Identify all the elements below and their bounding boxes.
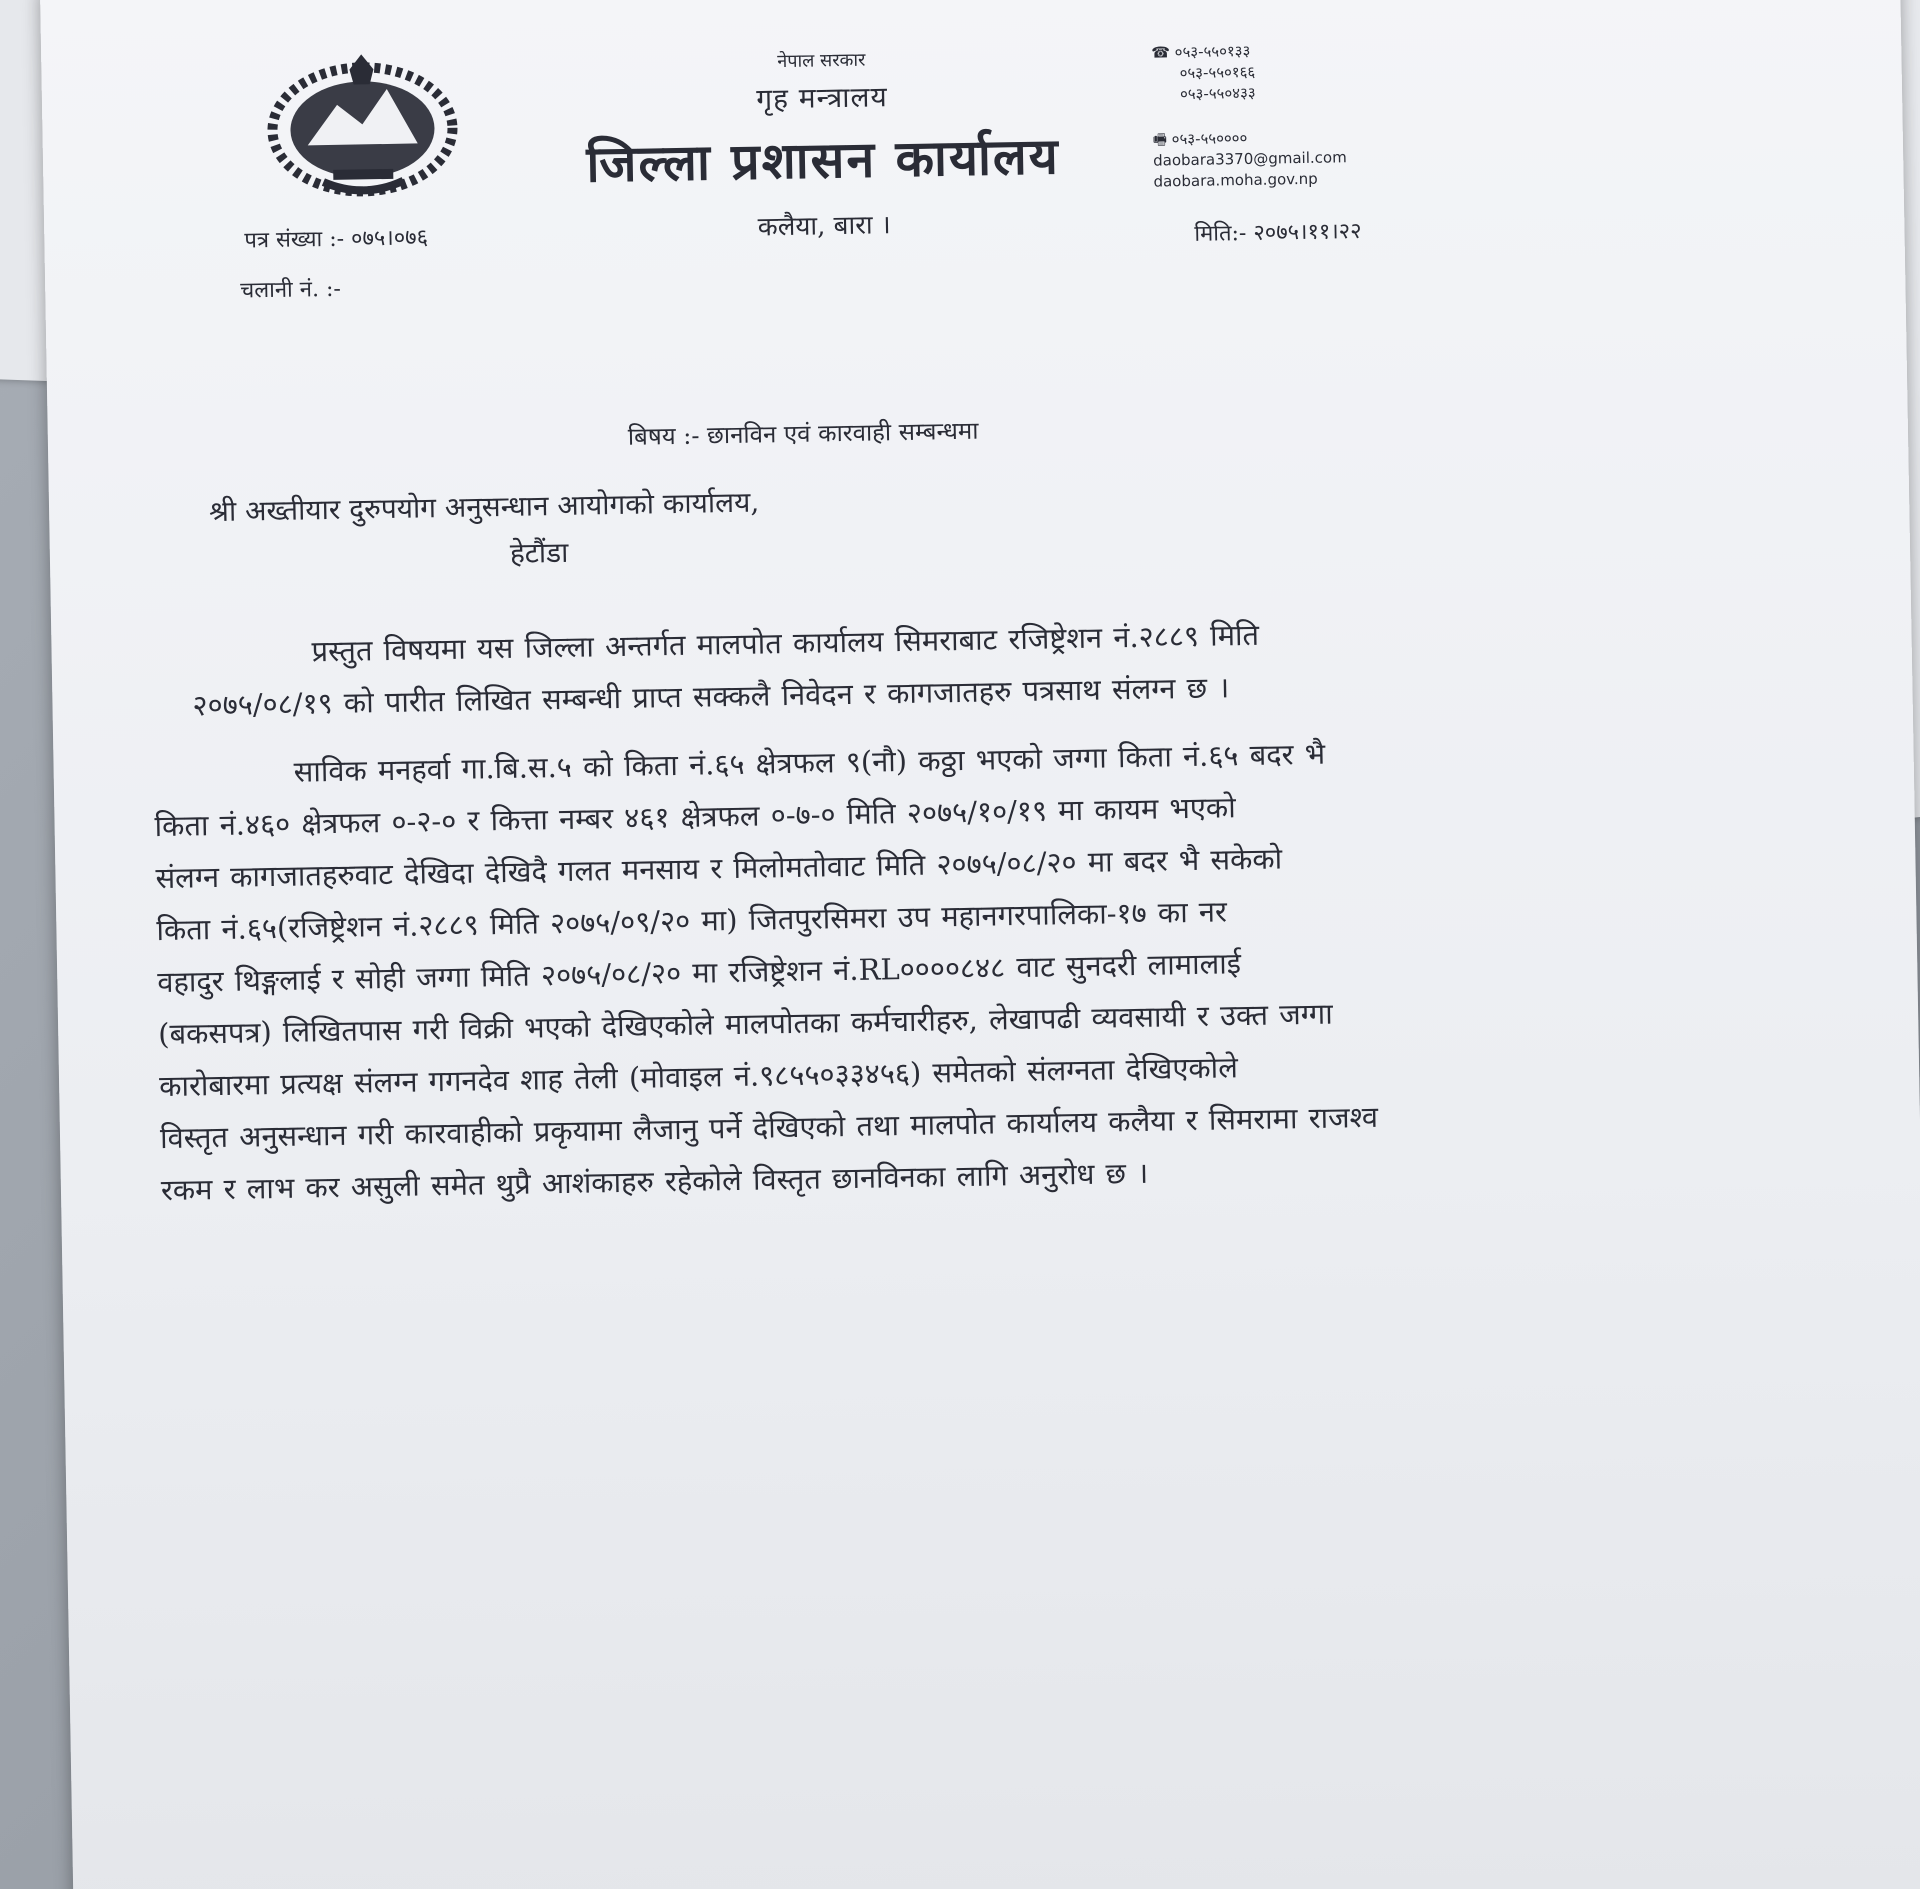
office-location: कलैया, बारा । xyxy=(757,210,891,243)
body-paragraph-2 xyxy=(153,724,1571,1217)
dispatch-number: चलानी नं. :- xyxy=(240,276,342,304)
paragraph-2-line: रकम र लाभ कर असुली समेत थुप्रै आशंकाहरु रहेकोले विस्तृत छानविनका लागि अनुरोध छ । xyxy=(160,1155,1149,1208)
letter-date: मिति:- २०७५।११।२२ xyxy=(1194,218,1362,247)
paragraph-2-line: संलग्न कागजातहरुवाट देखिदा देखिदै गलत मनसाय र मिलोमतोवाट मिति २०७५/०८/२० मा बदर भै सकेको xyxy=(155,841,1283,896)
paragraph-2-line: किता नं.६५(रजिष्ट्रेशन नं.२८८९ मिति २०७५/०९/२० मा) जितपुरसिमरा उप महानगरपालिका-१७ का नर xyxy=(156,894,1228,948)
phone-line-3: ०५३-५५०४३३ xyxy=(1179,83,1256,104)
letter-number: पत्र संख्या :- ०७५।०७६ xyxy=(244,225,429,254)
recipient-name: श्री अख्तीयार दुरुपयोग अनुसन्धान आयोगको कार्यालय, xyxy=(208,485,760,529)
official-letter xyxy=(40,0,1920,1889)
fax-icon: 🖷 xyxy=(1152,130,1172,149)
email-address: daobara3370@gmail.com xyxy=(1152,148,1347,170)
letter-subject: बिषय :- छानविन एवं कारवाही सम्बन्धमा xyxy=(627,416,979,451)
telephone-icon: ☎ xyxy=(1151,43,1175,62)
website-address: daobara.moha.gov.np xyxy=(1153,169,1318,191)
paragraph-2-line: कारोबारमा प्रत्यक्ष संलग्न गगनदेव शाह तेली (मोवाइल नं.९८५५०३३४५६) समेतको संलग्नता देखिएकोले xyxy=(158,1050,1239,1104)
letterhead xyxy=(561,44,1084,247)
phone-line-2: ०५३-५५०१६६ xyxy=(1179,62,1256,83)
phone-number-1: ०५३-५५०१३३ xyxy=(1174,41,1251,62)
fax-number: ०५३-५५०००० xyxy=(1171,128,1248,149)
government-name: नेपाल सरकार xyxy=(777,49,866,73)
nepal-government-emblem-icon xyxy=(261,48,464,201)
paragraph-2-line: विस्तृत अनुसन्धान गरी कारवाहीको प्रकृयामा लैजानु पर्ने देखिएको तथा मालपोत कार्यालय कलैया र सिमरामा राजश्व xyxy=(159,1099,1379,1156)
paragraph-2-line: वहादुर थिङ्गलाई र सोही जग्गा मिति २०७५/०८/२० मा रजिष्ट्रेशन नं.RL००००८४८ वाट सुनदरी लामालाई xyxy=(157,946,1242,1000)
paragraph-1-line: २०७५/०८/१९ को पारीत लिखित सम्बन्धी प्राप्त सक्कलै निवेदन र कागजातहरु पत्रसाथ संलग्न छ । xyxy=(192,670,1230,723)
paragraph-1-line: प्रस्तुत विषयमा यस जिल्ला अन्तर्गत मालपोत कार्यालय सिमराबाट रजिष्ट्रेशन नं.२८८९ मिति xyxy=(311,617,1260,669)
body-paragraph-1 xyxy=(191,604,1533,731)
office-name: जिल्ला प्रशासन कार्यालय xyxy=(585,126,1061,194)
recipient-city: हेटौंडा xyxy=(509,535,569,570)
contact-block xyxy=(1151,38,1414,193)
paragraph-2-line: साविक मनहर्वा गा.बि.स.५ को किता नं.६५ क्षेत्रफल ९(नौ) कठ्ठा भएको जग्गा किता नं.६५ बदर भै xyxy=(293,736,1326,789)
ministry-name: गृह मन्त्रालय xyxy=(756,80,888,116)
paragraph-2-line: किता नं.४६० क्षेत्रफल ०-२-० र कित्ता नम्बर ४६१ क्षेत्रफल ०-७-० मिति २०७५/१०/१९ मा कायम भएको xyxy=(154,790,1236,844)
paragraph-2-line: (बकसपत्र) लिखितपास गरी विक्री भएको देखिएकोले मालपोतका कर्मचारीहरु, लेखापढी व्यवसायी र उक्त जग्गा xyxy=(157,996,1334,1052)
